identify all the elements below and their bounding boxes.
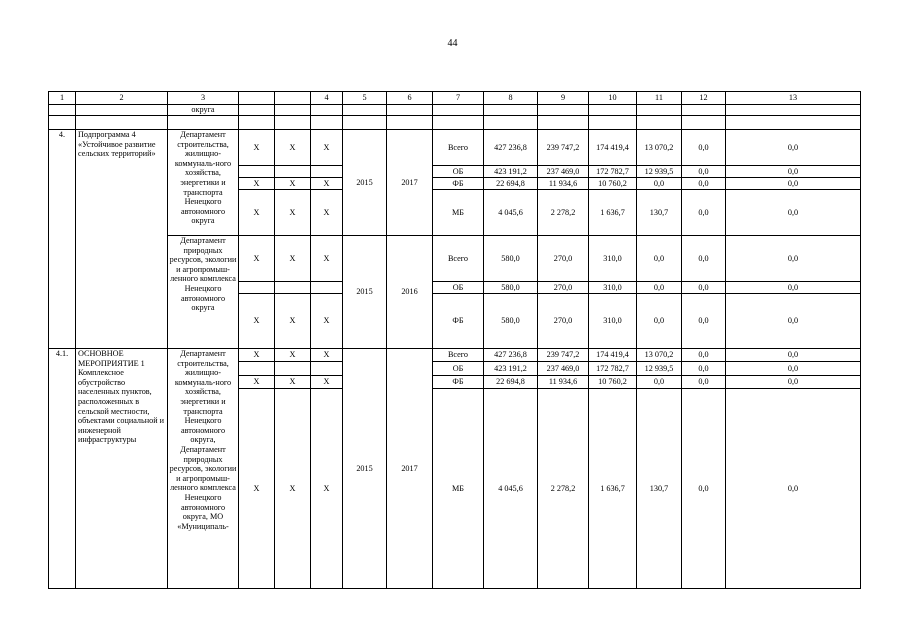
funding-source: Всего [433,236,484,282]
value-cell: 423 191,2 [484,166,538,178]
marker-cell [239,362,275,376]
value-cell: 1 636,7 [589,190,637,236]
marker-cell [275,362,311,376]
value-cell: 239 747,2 [538,349,589,362]
table-row [49,349,861,362]
value-cell: 0,0 [726,236,861,282]
value-cell: 0,0 [682,178,726,190]
header-cell: 5 [343,92,387,105]
header-cell: 7 [433,92,484,105]
value-cell: 423 191,2 [484,362,538,376]
start-year: 2015 [343,130,387,236]
table-row [49,130,861,166]
marker-cell: Х [311,389,343,589]
value-cell: 10 760,2 [589,178,637,190]
marker-cell [275,282,311,294]
start-year: 2015 [343,349,387,589]
header-cell: 10 [589,92,637,105]
header-row [49,92,861,105]
marker-cell: Х [311,294,343,349]
value-cell: 2 278,2 [538,190,589,236]
responsible-department: Департамент строительства, жилищно-коммуналь-ного хозяйства, энергетики и транспорта Ненецкого автономного округа, Департамент природных ресурсов, экологии и агропромыш-ленного комплекса Ненецкого автономного округа, МО «Муниципаль- [168,349,239,589]
value-cell: 1 636,7 [589,389,637,589]
row-number: 4.1. [49,349,76,589]
value-cell: 310,0 [589,294,637,349]
value-cell: 0,0 [682,166,726,178]
subprogram-name: Подпрограмма 4 «Устойчивое развитие сельских территорий» [76,130,168,349]
value-cell: 11 934,6 [538,376,589,389]
value-cell: 0,0 [637,178,682,190]
marker-cell: Х [275,349,311,362]
value-cell: 0,0 [637,236,682,282]
value-cell: 0,0 [682,376,726,389]
end-year: 2016 [387,236,433,349]
value-cell: 0,0 [682,349,726,362]
marker-cell: Х [311,236,343,282]
value-cell: 0,0 [726,376,861,389]
value-cell: 310,0 [589,282,637,294]
value-cell: 172 782,7 [589,166,637,178]
marker-cell: Х [275,130,311,166]
value-cell: 0,0 [682,362,726,376]
header-cell [239,92,275,105]
marker-cell [311,362,343,376]
value-cell: 4 045,6 [484,389,538,589]
value-cell: 172 782,7 [589,362,637,376]
table-row [49,236,861,282]
value-cell: 174 419,4 [589,130,637,166]
value-cell: 12 939,5 [637,362,682,376]
header-cell: 2 [76,92,168,105]
marker-cell: Х [239,236,275,282]
header-cell: 3 [168,92,239,105]
marker-cell: Х [239,190,275,236]
marker-cell: Х [311,376,343,389]
marker-cell: Х [239,389,275,589]
page-number: 44 [447,38,458,49]
value-cell: 0,0 [726,166,861,178]
marker-cell: Х [275,376,311,389]
value-cell: 0,0 [682,294,726,349]
marker-cell: Х [239,349,275,362]
header-cell: 1 [49,92,76,105]
value-cell: 2 278,2 [538,389,589,589]
value-cell: 12 939,5 [637,166,682,178]
value-cell: 0,0 [682,190,726,236]
value-cell: 13 070,2 [637,349,682,362]
marker-cell: Х [311,190,343,236]
marker-cell [239,282,275,294]
value-cell: 174 419,4 [589,349,637,362]
value-cell: 4 045,6 [484,190,538,236]
header-cell: 9 [538,92,589,105]
funding-source: МБ [433,389,484,589]
row-number: 4. [49,130,76,349]
marker-cell: Х [239,294,275,349]
funding-source: ФБ [433,294,484,349]
marker-cell: Х [239,178,275,190]
funding-source: ОБ [433,166,484,178]
responsible-department: Департамент строительства, жилищно-коммуналь-ного хозяйства, энергетики и транспорта Ненецкого автономного округа [168,130,239,236]
marker-cell: Х [311,349,343,362]
value-cell: 237 469,0 [538,166,589,178]
value-cell: 11 934,6 [538,178,589,190]
dept-continuation: округа [168,105,239,116]
activity-cell [76,349,168,589]
funding-source: ОБ [433,362,484,376]
value-cell: 130,7 [637,389,682,589]
value-cell: 13 070,2 [637,130,682,166]
marker-cell [275,166,311,178]
value-cell: 0,0 [682,282,726,294]
value-cell: 239 747,2 [538,130,589,166]
funding-source: ФБ [433,376,484,389]
value-cell: 130,7 [637,190,682,236]
value-cell: 270,0 [538,282,589,294]
value-cell: 427 236,8 [484,349,538,362]
value-cell: 580,0 [484,282,538,294]
marker-cell: Х [275,236,311,282]
responsible-department: Департамент природных ресурсов, экологии и агропромыш-ленного комплекса Ненецкого автономного округа [168,236,239,349]
header-cell: 8 [484,92,538,105]
marker-cell: Х [239,376,275,389]
value-cell: 427 236,8 [484,130,538,166]
value-cell: 580,0 [484,236,538,282]
header-cell: 13 [726,92,861,105]
activity-title: ОСНОВНОЕ МЕРОПРИЯТИЕ 1 [78,349,145,368]
marker-cell: Х [275,178,311,190]
value-cell: 22 694,8 [484,376,538,389]
start-year: 2015 [343,236,387,349]
value-cell: 0,0 [726,178,861,190]
value-cell: 0,0 [637,282,682,294]
program-table [48,91,861,589]
header-cell [275,92,311,105]
marker-cell: Х [275,190,311,236]
header-cell: 11 [637,92,682,105]
value-cell: 0,0 [682,236,726,282]
value-cell: 0,0 [726,362,861,376]
value-cell: 0,0 [726,130,861,166]
value-cell: 310,0 [589,236,637,282]
value-cell: 22 694,8 [484,178,538,190]
funding-source: ОБ [433,282,484,294]
funding-source: Всего [433,349,484,362]
continuation-row [49,105,861,116]
value-cell: 0,0 [726,190,861,236]
value-cell: 0,0 [637,294,682,349]
value-cell: 0,0 [726,349,861,362]
value-cell: 0,0 [726,294,861,349]
value-cell: 0,0 [726,282,861,294]
marker-cell: Х [275,294,311,349]
value-cell: 0,0 [637,376,682,389]
value-cell: 0,0 [682,389,726,589]
value-cell: 270,0 [538,294,589,349]
value-cell: 580,0 [484,294,538,349]
funding-source: МБ [433,190,484,236]
marker-cell: Х [311,178,343,190]
value-cell: 10 760,2 [589,376,637,389]
value-cell: 237 469,0 [538,362,589,376]
header-cell: 6 [387,92,433,105]
marker-cell [239,166,275,178]
funding-source: Всего [433,130,484,166]
marker-cell: Х [311,130,343,166]
funding-source: ФБ [433,178,484,190]
marker-cell: Х [275,389,311,589]
header-cell: 12 [682,92,726,105]
end-year: 2017 [387,130,433,236]
header-cell: 4 [311,92,343,105]
end-year: 2017 [387,349,433,589]
marker-cell [311,166,343,178]
value-cell: 0,0 [726,389,861,589]
value-cell: 270,0 [538,236,589,282]
activity-description: Комплексное обустройство населенных пунктов, расположенных в сельской местности, объектами социальной и инженерной инфраструктуры [78,368,165,445]
marker-cell: Х [239,130,275,166]
value-cell: 0,0 [682,130,726,166]
spacer-row [49,116,861,130]
marker-cell [311,282,343,294]
